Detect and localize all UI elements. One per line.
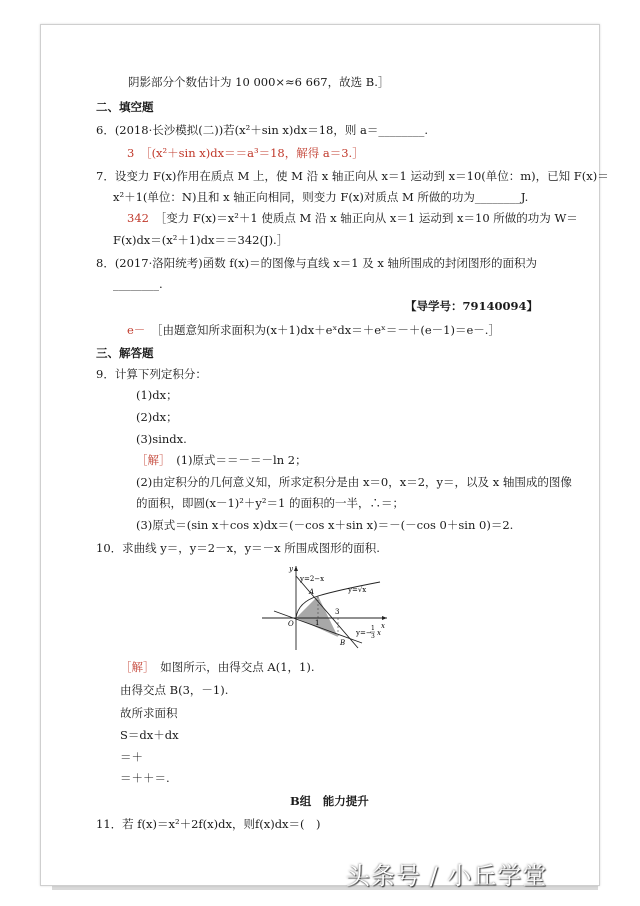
solution-9-part-1: ［解］ (1)原式＝＝－＝－ln 2； [136,453,307,467]
solution-9-part-2-line-2: 的面积，即圆(x－1)²＋y²＝1 的面积的一半，∴＝； [136,496,404,510]
x-axis-arrow [382,616,387,620]
solution-9-part-3: (3)原式＝(sin x＋cos x)dx＝(－cos x＋sin x)＝－(－cos 0＋sin 0)＝2. [136,518,514,532]
question-7-line-2: x²＋1(单位：N)且和 x 轴正向相同，则变力 F(x)对质点 M 所做的功为________J. [113,190,529,204]
point-a-label: A [309,588,315,596]
question-11: 11．若 f(x)＝x²＋2f(x)dx，则f(x)dx＝( ) [96,817,321,831]
answer-6 [127,145,364,161]
answer-7-line-1: 342 ［变力 F(x)＝x²＋1 使质点 M 沿 x 轴正向从 x＝1 运动到 x＝10 所做的功为 W＝ [127,211,578,225]
solution-10-line-2: 由得交点 B(3，－1). [120,683,229,697]
solution-10-line-6: ＝＋＋＝. [120,771,170,785]
answer-8: e－ ［由题意知所求面积为(x＋1)dx＋eˣdx＝＋eˣ＝－＋(e－1)＝e－.］ [127,323,500,337]
point-b-label: B [340,639,346,647]
section-heading-solve: 三、解答题 [96,346,154,360]
tick-1-label: 1 [315,619,320,627]
question-9: 9．计算下列定积分： [96,367,207,381]
curve-label: y=√x [348,586,367,594]
question-8-line-1: 8．(2017·洛阳统考)函数 f(x)＝的图像与直线 x＝1 及 x 轴所围成的封闭图形的面积为 [96,256,537,270]
group-b-heading: B组 能力提升 [290,794,369,808]
fraction-numerator: 1 [371,625,375,632]
solution-9-part-2-line-1: (2)由定积分的几何意义知，所求定积分是由 x＝0，x＝2，y＝，以及 x 轴围成的图像 [136,475,572,489]
question-9-part-3: (3)sindx. [136,432,187,446]
watermark: 头条号 / 小丘学堂 [346,862,548,890]
x-axis-label: x [381,622,385,630]
question-9-part-2: (2)dx； [136,410,178,424]
text-line-1: 阴影部分个数估计为 10 000×≈6 667，故选 B.］ [128,75,390,89]
question-7-line-1: 7．设变力 F(x)作用在质点 M 上，使 M 沿 x 轴正向从 x＝1 运动到 x＝10(单位：m)，已知 F(x)＝ [96,169,609,183]
solution-10-line-5: ＝＋ [120,750,143,764]
question-9-part-1: (1)dx； [136,388,178,402]
tick-3-label: 3 [335,608,340,616]
line2-label: y=− [356,629,372,637]
solution-10-line-1-marker: ［解］ [120,660,149,674]
answer-6-text: 3 ［(x²＋sin x)dx＝＝a³＝18，解得 a＝3.］ [127,146,364,160]
area-diagram [262,562,392,652]
y-axis-label: y [289,565,293,573]
solution-10-line-4: S＝dx＋dx [120,728,179,742]
y-axis-arrow [294,566,298,571]
answer-7-line-1-marker: 342 [127,211,149,225]
answer-8-marker: e－ [127,323,146,337]
line2-x-label: x [377,629,381,637]
solution-10-line-1: ［解］ 如图所示，由得交点 A(1，1). [120,660,315,674]
question-10: 10．求曲线 y＝，y＝2－x，y＝－x 所围成图形的面积. [96,541,380,555]
section-heading-fill-blank: 二、填空题 [96,100,154,114]
solution-9-part-1-marker: ［解］ [136,453,165,467]
question-8-line-2: ________. [113,277,163,291]
fraction-denominator: 3 [371,633,375,640]
shaded-region [296,596,338,637]
answer-7-line-2: F(x)dx＝(x²＋1)dx＝＝342(J).］ [113,233,289,247]
solution-10-line-3: 故所求面积 [120,706,178,720]
origin-label: O [288,620,294,628]
guide-number: 【导学号：79140094】 [405,299,539,313]
question-6: 6．(2018·长沙模拟(二))若(x²＋sin x)dx＝18，则 a＝________. [96,123,429,137]
line1-label: y=2−x [300,575,325,583]
